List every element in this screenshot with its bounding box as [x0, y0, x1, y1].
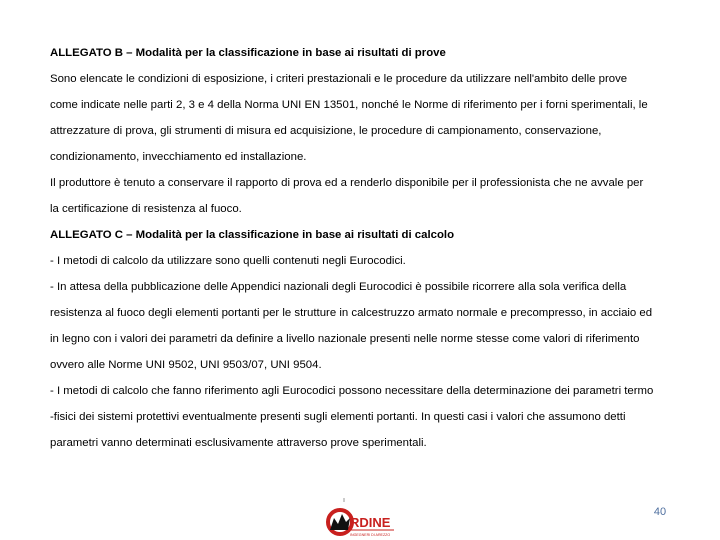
document-body	[50, 40, 690, 456]
ordine-ingegneri-logo-icon	[320, 496, 400, 540]
paragraph-line: ovvero alle Norme UNI 9502, UNI 9503/07, UNI 9504.	[50, 359, 322, 371]
paragraph-line: Sono elencate le condizioni di esposizione, i criteri prestazionali e le procedure da utilizzare nell'ambito delle prove	[50, 73, 628, 85]
paragraph-line: -fisici dei sistemi protettivi eventualmente presenti sugli elementi portanti. In questi casi i valori che assumono detti	[50, 411, 626, 423]
paragraph-line: - I metodi di calcolo da utilizzare sono quelli contenuti negli Eurocodici.	[50, 255, 406, 267]
ordine-logo	[320, 496, 400, 540]
page-number: 40	[653, 506, 667, 518]
logo-subtext: INGEGNERI DI AREZZO	[350, 533, 391, 537]
logo-wordmark: RDINE	[350, 515, 391, 530]
paragraph-line: in legno con i valori dei parametri da definire a livello nazionale presenti nelle norme stesse come valori di riferimento	[50, 333, 640, 345]
paragraph-line: la certificazione di resistenza al fuoco.	[50, 203, 242, 215]
paragraph-line: Il produttore è tenuto a conservare il rapporto di prova ed a renderlo disponibile per il professionista che ne avvale per	[50, 177, 644, 189]
annex-c-heading: ALLEGATO C – Modalità per la classificazione in base ai risultati di calcolo	[50, 229, 455, 241]
paragraph-line: - In attesa della pubblicazione delle Appendici nazionali degli Eurocodici è possibile ricorrere alla sola verifica della	[50, 281, 627, 293]
paragraph-line: parametri vanno determinati esclusivamente attraverso prove sperimentali.	[50, 437, 427, 449]
paragraph-line: attrezzature di prova, gli strumenti di misura ed acquisizione, le procedure di campionamento, conservazione,	[50, 125, 602, 137]
paragraph-line: come indicate nelle parti 2, 3 e 4 della Norma UNI EN 13501, nonché le Norme di riferimento per i forni sperimentali, le	[50, 99, 648, 111]
annex-b-heading: ALLEGATO B – Modalità per la classificazione in base ai risultati di prove	[50, 47, 446, 59]
paragraph-line: - I metodi di calcolo che fanno riferimento agli Eurocodici possono necessitare della determinazione dei parametri termo	[50, 385, 654, 397]
paragraph-line: condizionamento, invecchiamento ed installazione.	[50, 151, 307, 163]
paragraph-line: resistenza al fuoco degli elementi portanti per le strutture in calcestruzzo armato normale e precompresso, in acciaio ed	[50, 307, 653, 319]
